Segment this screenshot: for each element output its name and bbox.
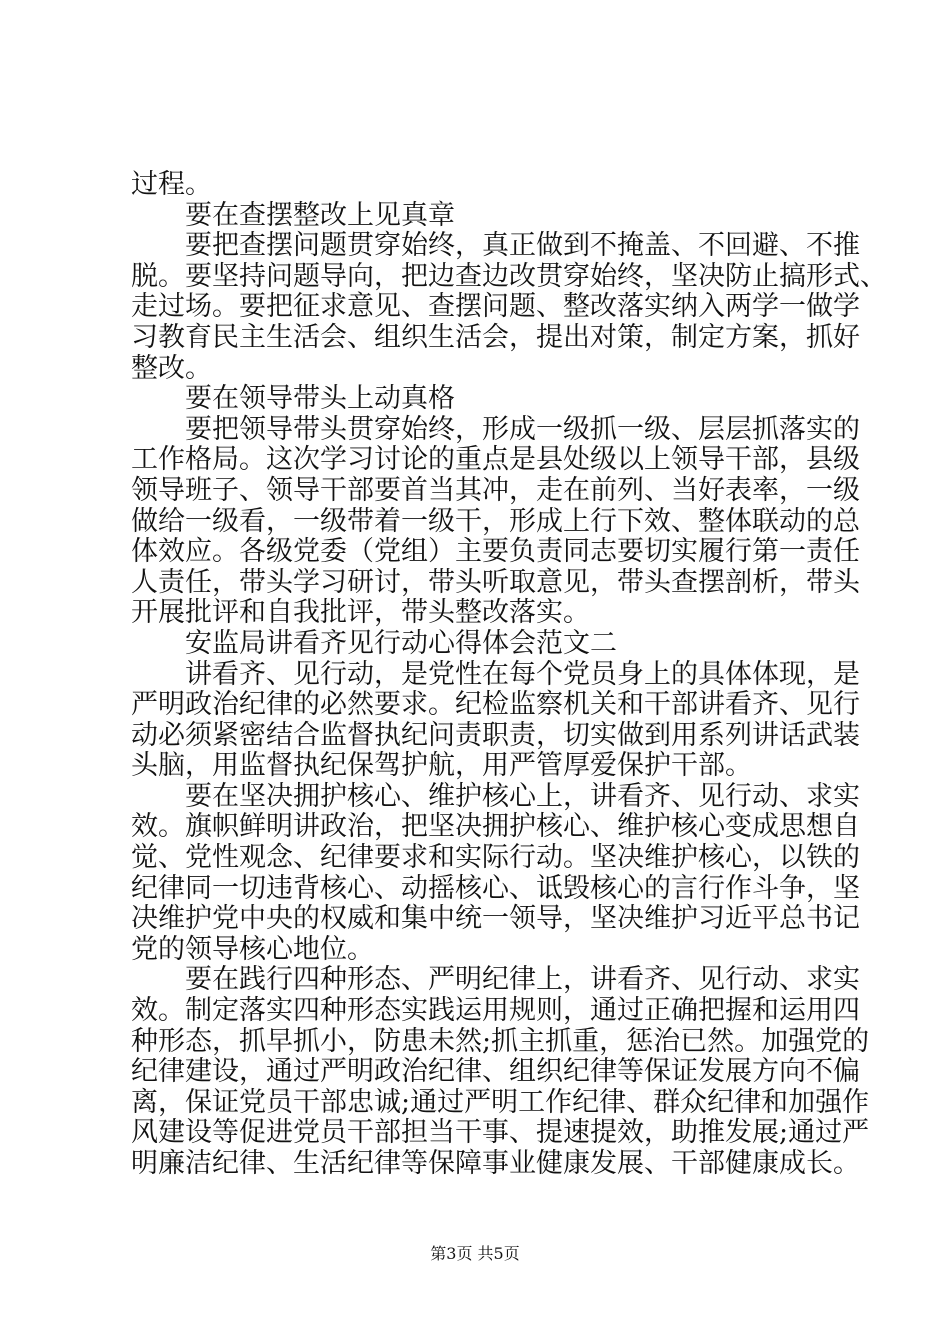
text-line: 习教育民主生活会、组织生活会，提出对策，制定方案，抓好 [131,321,860,353]
text-line: 要把查摆问题贯穿始终，真正做到不掩盖、不回避、不推 [185,230,860,262]
text-line: 头脑，用监督执纪保驾护航，用严管厚爱保护干部。 [131,750,752,782]
text-line: 做给一级看，一级带着一级干，形成上行下效、整体联动的总 [131,505,860,537]
paragraph [131,413,860,629]
section-heading [131,384,831,415]
document-body [131,169,887,1180]
text-line: 体效应。各级党委（党组）主要负责同志要切实履行第一责任 [131,536,860,568]
text-line: 脱。要坚持问题导向，把边查边改贯穿始终，坚决防止搞形式、 [131,260,887,292]
text-line: 种形态，抓早抓小，防患未然;抓主抓重，惩治已然。加强党的 [131,1025,870,1057]
text-line: 严明政治纪律的必然要求。纪检监察机关和干部讲看齐、见行 [131,689,860,721]
text-line: 党的领导核心地位。 [131,933,374,965]
paragraph [131,780,860,966]
heading-text: 要在领导带头上动真格 [185,383,455,415]
text-line: 开展批评和自我批评，带头整改落实。 [131,597,590,629]
text-line: 决维护党中央的权威和集中统一领导，坚决维护习近平总书记 [131,903,860,935]
text-line: 人责任，带头学习研讨，带头听取意见，带头查摆剖析，带头 [131,566,860,598]
text-line: 要在坚决拥护核心、维护核心上，讲看齐、见行动、求实 [185,780,860,812]
text-line: 走过场。要把征求意见、查摆问题、整改落实纳入两学一做学 [131,291,860,323]
text-line: 明廉洁纪律、生活纪律等保障事业健康发展、干部健康成长。 [131,1148,860,1179]
paragraph [131,230,887,384]
text-line: 要把领导带头贯穿始终，形成一级抓一级、层层抓落实的 [185,413,860,445]
paragraph [131,170,831,201]
text-line: 讲看齐、见行动，是党性在每个党员身上的具体体现，是 [185,658,860,690]
text-line: 工作格局。这次学习讨论的重点是县处级以上领导干部，县级 [131,444,860,476]
section-heading [131,201,831,232]
text-line: 纪律同一切违背核心、动摇核心、诋毁核心的言行作斗争，坚 [131,872,860,904]
text-line: 纪律建设，通过严明政治纪律、组织纪律等保证发展方向不偏 [131,1056,860,1088]
text-line: 效。制定落实四种形态实践运用规则，通过正确把握和运用四 [131,995,860,1027]
text-line: 领导班子、领导干部要首当其冲，走在前列、当好表率，一级 [131,474,860,506]
page-footer [0,1244,950,1264]
text-line: 离，保证党员干部忠诚;通过严明工作纪律、群众纪律和加强作 [131,1086,870,1118]
text-line: 觉、党性观念、纪律要求和实际行动。坚决维护核心，以铁的 [131,842,860,874]
text-line: 要在践行四种形态、严明纪律上，讲看齐、见行动、求实 [185,964,860,996]
heading-text: 安监局讲看齐见行动心得体会范文二 [185,627,617,659]
text-line: 过程。 [131,169,212,200]
page-number: 第3页 共5页 [430,1244,520,1263]
text-line: 整改。 [131,352,212,384]
text-line: 效。旗帜鲜明讲政治，把坚决拥护核心、维护核心变成思想自 [131,811,860,843]
text-line: 风建设等促进党员干部担当干事、提速提效，助推发展;通过严 [131,1117,870,1149]
heading-text: 要在查摆整改上见真章 [185,199,455,231]
paragraph [131,964,870,1179]
paragraph [131,658,860,782]
section-heading [131,629,831,660]
text-line: 动必须紧密结合监督执纪问责职责，切实做到用系列讲话武装 [131,719,860,751]
